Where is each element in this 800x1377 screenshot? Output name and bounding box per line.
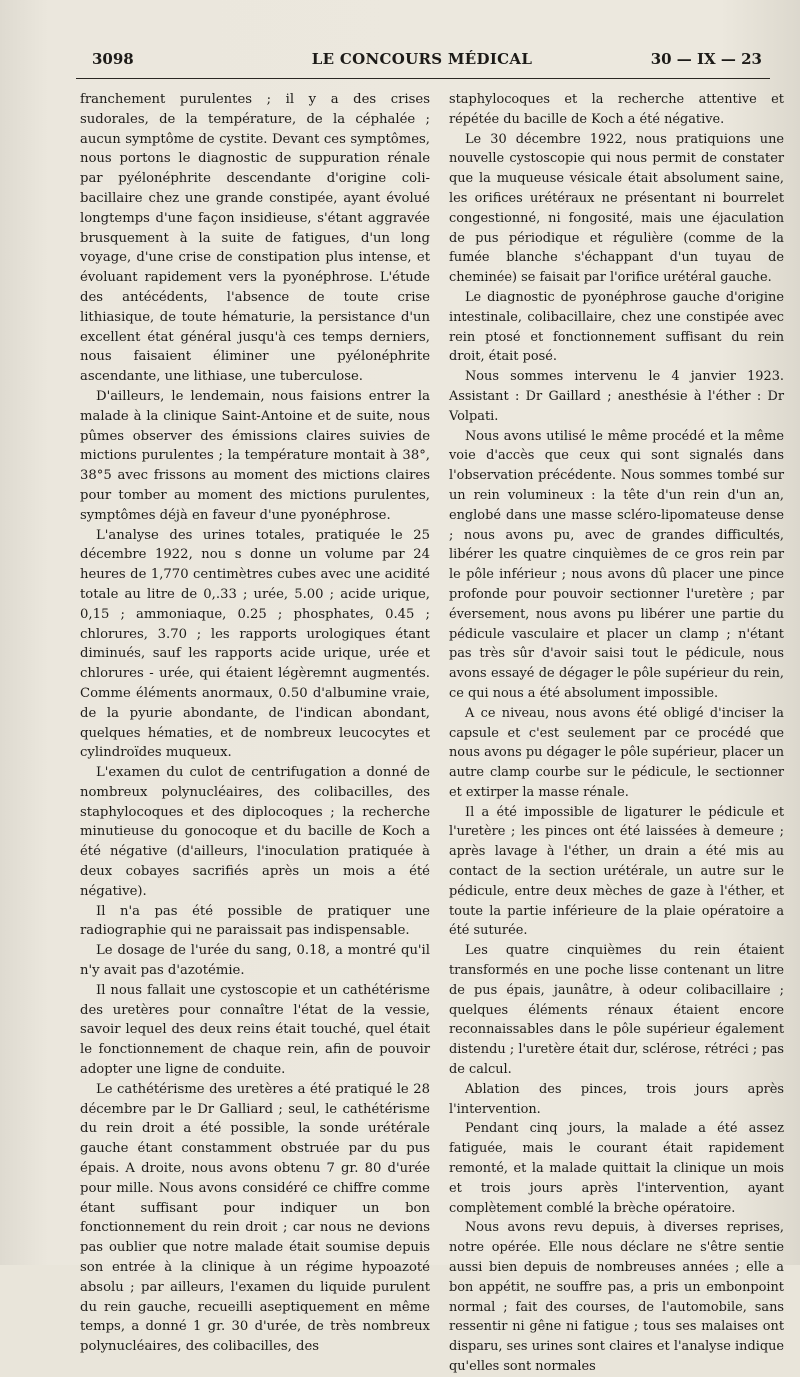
paragraph: Le 30 décembre 1922, nous pratiquions une nouvelle cystoscopie qui nous permit de constater que la muqueuse vésicale était absolument saine, les orifices urétéraux ne présentant ni bourrelet congestionné, ni fongosité, mais une éjaculation de pus périodique et régulière (comme de la fumée blanche s'échappant d'un tuyau de cheminée) se faisait par l'orifice urétéral gauche. xyxy=(449,131,784,286)
paragraph: Nous avons revu depuis, à diverses reprises, notre opérée. Elle nous déclare ne s'être sentie aussi bien depuis de nombreuses années ; elle a bon appétit, ne souffre pas, a pris un embonpoint normal ; fait des courses, de l'automobile, sans ressentir ni gêne ni fatigue ; tous ses malaises ont disparu, ses urines sont claires et l'analyse indique qu'elles sont normales xyxy=(449,1220,784,1374)
page-number: 3098 xyxy=(92,50,134,68)
issue-date: 30 — IX — 23 xyxy=(650,50,762,68)
paragraph: Ablation des pinces, trois jours après l'intervention. xyxy=(449,1081,784,1117)
paragraph: Il n'a pas été possible de pratiquer une radiographie qui ne paraissait pas indispensable. xyxy=(80,903,430,939)
paragraph: L'examen du culot de centrifugation a donné de nombreux polynucléaires, des colibacilles, des staphylocoques et des diplocoques ; la recherche minutieuse du gonocoque et du bacille de Koch a été négative (d'ailleurs, l'inoculation pratiquée à deux cobayes sacrifiés après un mois a été négative). xyxy=(80,765,430,899)
left-column xyxy=(80,90,430,1357)
paragraph: Le cathétérisme des uretères a été pratiqué le 28 décembre par le Dr Galliard ; seul, le cathétérisme du rein droit a été possible, la sonde urétérale gauche étant constamment obstruée par du pus épais. A droite, nous avons obtenu 7 gr. 80 d'urée pour mille. Nous avons considéré ce chiffre comme étant suffisant pour indiquer un bon fonctionnement du rein droit ; car nous ne devions pas oublier que notre malade était soumise depuis son entrée à la clinique à un régime hypoazoté absolu ; par ailleurs, l'examen du liquide purulent du rein gauche, recueilli aseptiquement en même temps, a donné 1 gr. 30 d'urée, de très nombreux polynucléaires, des colibacilles, des xyxy=(80,1081,430,1355)
paragraph: Nous sommes intervenu le 4 janvier 1923. Assistant : Dr Gaillard ; anesthésie à l'éther : Dr Volpati. xyxy=(449,369,784,424)
paragraph: Nous avons utilisé le même procédé et la même voie d'accès que ceux qui sont signalés dans l'observation précédente. Nous sommes tombé sur un rein volumineux : la tête d'un rein d'un an, englobé dans une masse scléro-lipomateuse dense ; nous avons pu, avec de grandes difficultés, libérer les quatre cinquièmes de ce gros rein par le pôle inférieur ; nous avons dû placer une pince profonde pour pouvoir sectionner l'uretère ; par éversement, nous avons pu libérer une partie du pédicule vasculaire et placer un clamp ; n'étant pas très sûr d'avoir saisi tout le pédicule, nous avons essayé de dégager le pôle supérieur du rein, ce qui nous a été absolument impossible. xyxy=(449,428,784,701)
header-rule xyxy=(76,78,770,79)
paragraph: L'analyse des urines totales, pratiquée le 25 décembre 1922, nou s donne un volume par 24 heures de 1,770 centimètres cubes avec une acidité totale au litre de 0,.33 ; urée, 5.00 ; acide urique, 0,15 ; ammoniaque, 0.25 ; phosphates, 0.45 ; chlorures, 3.70 ; les rapports urologiques étant diminués, sauf les rapports acide urique, urée et chlorures - urée, qui étaient légèremnt augmentés. Comme éléments anormaux, 0.50 d'albumine vraie, de la pyurie abondante, de l'indican abondant, quelques hématies, et de nombreux leucocytes et cylindroïdes muqueux. xyxy=(80,527,430,761)
paragraph: Les quatre cinquièmes du rein étaient transformés en une poche lisse contenant un litre de pus épais, jaunâtre, à odeur colibacillaire ; quelques éléments rénaux étaient encore reconnaissables dans le pôle supérieur également distendu ; l'uretère était dur, sclérose, rétréci ; pas de calcul. xyxy=(449,943,784,1078)
paragraph: Le dosage de l'urée du sang, 0.18, a montré qu'il n'y avait pas d'azotémie. xyxy=(80,943,430,979)
paragraph: franchement purulentes ; il y a des crises sudorales, de la température, de la céphalée ; aucun symptôme de cystite. Devant ces symptômes, nous portons le diagnostic de suppuration rénale par pyélonéphrite descendante d'origine coli-bacillaire chez une grande constipée, ayant évolué longtemps d'une façon insidieuse, s'étant aggravée brusquement à la suite de fatigues, d'un long voyage, d'une crise de constipation plus intense, et évoluant rapidement vers la pyonéphrose. L'étude des antécédents, l'absence de toute crise lithiasique, de toute hématurie, la persistance d'un excellent état général jusqu'à ces temps derniers, nous faisaient éliminer une pyélonéphrite ascendante, une lithiase, une tuberculose. xyxy=(80,92,430,385)
paragraph: Il a été impossible de ligaturer le pédicule et l'uretère ; les pinces ont été laissées à demeure ; après lavage à l'éther, un drain a été mis au contact de la section urétérale, un autre sur le pédicule, entre deux mèches de gaze à l'éther, et toute la partie inférieure de la plaie opératoire a été suturée. xyxy=(449,804,784,939)
right-column xyxy=(449,90,784,1377)
paragraph: D'ailleurs, le lendemain, nous faisions entrer la malade à la clinique Saint-Antoine et de suite, nous pûmes observer des émissions claires suivies de mictions purulentes ; la température montait à 38°, 38°5 avec frissons au moment des mictions claires pour tomber au moment des mictions purulentes, symptômes déjà en faveur d'une pyonéphrose. xyxy=(80,388,430,523)
paragraph: Pendant cinq jours, la malade a été assez fatiguée, mais le courant était rapidement remonté, et la malade quittait la clinique un mois et trois jours après l'intervention, ayant complètement comblé la brèche opératoire. xyxy=(449,1121,784,1216)
paragraph: Il nous fallait une cystoscopie et un cathétérisme des uretères pour connaître l'état de la vessie, savoir lequel des deux reins était touché, quel était le fonctionnement de chaque rein, afin de pouvoir adopter une ligne de conduite. xyxy=(80,982,430,1078)
paragraph: Le diagnostic de pyonéphrose gauche d'origine intestinale, colibacillaire, chez une constipée avec rein ptosé et fonctionnement suffisant du rein droit, était posé. xyxy=(449,289,784,365)
paragraph: staphylocoques et la recherche attentive et répétée du bacille de Koch a été négative. xyxy=(449,92,784,127)
page-header xyxy=(72,50,772,74)
journal-title: LE CONCOURS MÉDICAL xyxy=(311,50,533,68)
paragraph: A ce niveau, nous avons été obligé d'inciser la capsule et c'est seulement par ce procédé que nous avons pu dégager le pôle supérieur, placer un autre clamp courbe sur le pédicule, le sectionner et extirper la masse rénale. xyxy=(449,705,784,800)
